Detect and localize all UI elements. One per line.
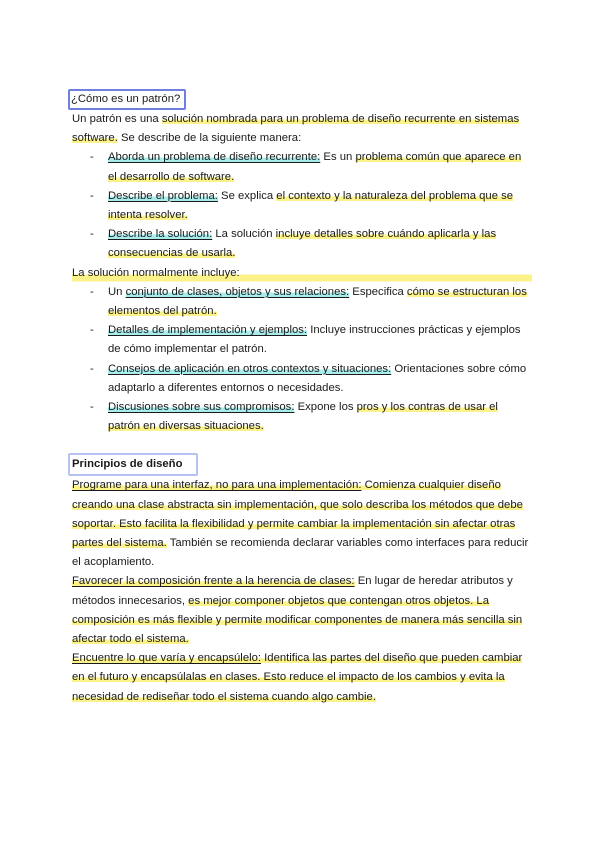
item-mid: La solución bbox=[212, 228, 276, 241]
section1-intro bbox=[72, 110, 532, 148]
principle-paragraph bbox=[72, 649, 532, 707]
item-mid: Expone los bbox=[294, 401, 357, 414]
principle-paragraph bbox=[72, 572, 532, 649]
item-text: problema común que aparece en el desarrollo de software. bbox=[108, 151, 522, 183]
principle-rest2: es mejor componer objetos que contengan otros objetos. La composición es más flexible y permite modificar componentes de manera más sencilla sin afectar todo el sistema. bbox=[72, 594, 523, 646]
item-pre: Un bbox=[108, 285, 126, 298]
item-text: pros y los contras de usar el patrón en diversas situaciones. bbox=[108, 401, 498, 433]
list-item bbox=[72, 283, 532, 321]
item-term: Consejos de aplicación en otros contextos y situaciones: bbox=[108, 362, 392, 375]
list-item bbox=[72, 321, 532, 359]
item-term: Describe la solución: bbox=[108, 228, 213, 241]
list-item bbox=[72, 398, 532, 436]
section2-heading: Principios de diseño bbox=[68, 453, 198, 476]
intro-part-a: Un patrón es una bbox=[72, 113, 162, 125]
item-text: incluye detalles sobre cuándo aplicarla y las consecuencias de usarla. bbox=[108, 228, 497, 260]
item-term: conjunto de clases, objetos y sus relaciones: bbox=[125, 285, 350, 298]
principle-rest: En lugar de heredar atributos y métodos innecesarios, bbox=[72, 575, 513, 607]
item-term: Aborda un problema de diseño recurrente: bbox=[108, 151, 321, 164]
principle-term: Programe para una interfaz, no para una implementación: bbox=[72, 479, 362, 492]
item-mid: Orientaciones sobre cómo adaptarlo a diferentes entornos o necesidades. bbox=[108, 362, 527, 394]
item-term: Describe el problema: bbox=[108, 189, 218, 202]
section1-heading: ¿Cómo es un patrón? bbox=[68, 89, 186, 110]
principle-text: Identifica las partes del diseño que pueden cambiar en el futuro y encapsúlalas en clases. Esto reduce el impacto de los cambios y evita la necesidad de rediseñar todo el sistema cuando algo cambie. bbox=[72, 652, 523, 703]
list-item bbox=[72, 360, 532, 398]
intro-part-b: solución nombrada para un problema de diseño recurrente en sistemas software. bbox=[72, 113, 520, 145]
document-body bbox=[72, 89, 532, 707]
principle-term: Favorecer la composición frente a la herencia de clases: bbox=[72, 575, 355, 588]
principle-paragraph bbox=[72, 476, 532, 572]
pattern-description-list bbox=[72, 148, 532, 263]
section-gap bbox=[72, 436, 532, 453]
principle-rest: También se recomienda declarar variables como interfaces para reducir el acoplamiento. bbox=[72, 537, 529, 569]
item-text: el contexto y la naturaleza del problema que se intenta resolver. bbox=[108, 189, 514, 222]
intro-part-c: Se describe de la siguiente manera: bbox=[117, 132, 302, 145]
section1-heading-line bbox=[72, 89, 532, 110]
list-item bbox=[72, 187, 532, 225]
item-mid: Se explica bbox=[217, 189, 277, 202]
item-mid: Especifica bbox=[349, 285, 407, 298]
item-mid: Incluye instrucciones prácticas y ejemplos de cómo implementar el patrón. bbox=[108, 324, 521, 356]
item-term: Discusiones sobre sus compromisos: bbox=[108, 401, 295, 414]
solution-includes-list bbox=[72, 283, 532, 437]
principle-text: Comienza cualquier diseño creando una clase abstracta sin implementación, que solo describa los métodos que debe soportar. Esto facilita la flexibilidad y permite cambiar la implementación sin afectar otras partes del sistema. bbox=[72, 479, 523, 550]
list-item bbox=[72, 148, 532, 186]
section2-heading-line bbox=[72, 453, 532, 476]
list-item bbox=[72, 225, 532, 263]
item-term: Detalles de implementación y ejemplos: bbox=[108, 324, 308, 337]
includes-label: La solución normalmente incluye: bbox=[72, 264, 532, 283]
principle-term: Encuentre lo que varía y encapsúlelo: bbox=[72, 652, 262, 665]
item-mid: Es un bbox=[320, 151, 356, 164]
item-text: cómo se estructuran los elementos del patrón. bbox=[108, 285, 527, 318]
